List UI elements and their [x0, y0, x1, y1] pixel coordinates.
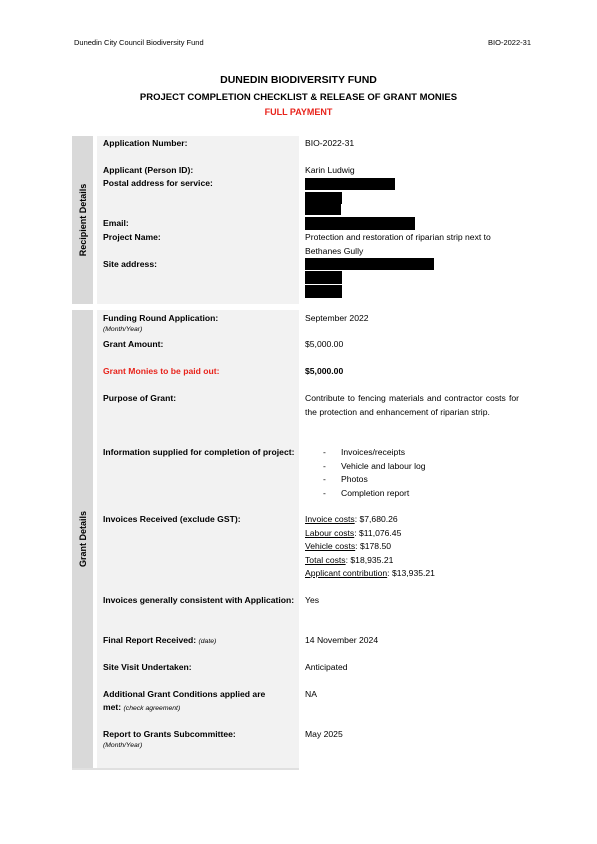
applicant-value: Karin Ludwig: [305, 165, 355, 175]
list-item: - Invoices/receipts: [323, 447, 406, 457]
document-subtitle: PROJECT COMPLETION CHECKLIST & RELEASE OF GRANT MONIES: [139, 92, 458, 103]
recipient-section-bar: [72, 136, 93, 304]
site-visit-label: Site Visit Undertaken:: [103, 662, 192, 672]
invoices-consistent-value: Yes: [305, 595, 320, 605]
table-bottom-edge: [72, 768, 299, 770]
final-report-label: Final Report Received: (date): [103, 635, 217, 645]
redaction-block: [305, 192, 342, 204]
invoices-consistent-label: Invoices generally consistent with Application:: [103, 595, 295, 605]
redaction-block: [305, 285, 342, 298]
applicant-label: Applicant (Person ID):: [103, 165, 194, 175]
list-item: - Completion report: [323, 487, 410, 498]
grant-monies-label: Grant Monies to be paid out:: [103, 366, 220, 376]
funding-round-label: Funding Round Application: (Month/Year): [103, 313, 219, 333]
grant-conditions-value: NA: [305, 689, 317, 699]
project-name-value: Protection and restoration of riparian strip next to Bethanes Gully: [305, 232, 491, 256]
cost-line: Labour costs: $11,076.45: [305, 527, 402, 538]
report-subcommittee-value: May 2025: [305, 729, 343, 739]
application-number-value: BIO-2022-31: [305, 138, 355, 148]
information-supplied-list: [305, 446, 519, 500]
grant-amount-value: $5,000.00: [305, 339, 344, 349]
funding-round-value: September 2022: [305, 313, 369, 323]
header-left: Dunedin City Council Biodiversity Fund: [74, 38, 204, 47]
grant-monies-value: $5,000.00: [305, 366, 344, 376]
redaction-block: [305, 204, 341, 215]
report-subcommittee-label: Report to Grants Subcommittee: (Month/Year): [103, 729, 236, 749]
email-label: Email:: [103, 218, 129, 228]
postal-address-label: Postal address for service:: [103, 178, 213, 188]
recipient-section-label: Recipient Details: [77, 183, 88, 257]
site-address-label: Site address:: [103, 259, 157, 269]
purpose-label: Purpose of Grant:: [103, 393, 177, 403]
invoices-label: Invoices Received (exclude GST):: [103, 514, 241, 524]
cost-line: Total costs: $18,935.21: [305, 554, 394, 565]
redaction-block: [305, 178, 395, 190]
redaction-block: [305, 217, 415, 230]
grant-amount-label: Grant Amount:: [103, 339, 164, 349]
purpose-value: Contribute to fencing materials and contractor costs for the protection and enhancement of riparian strip.: [305, 393, 519, 417]
list-item: - Photos: [323, 474, 368, 484]
list-item: - Vehicle and labour log: [323, 460, 426, 471]
redaction-block: [305, 271, 342, 284]
cost-line: Vehicle costs: $178.50: [305, 541, 392, 551]
cost-line: Applicant contribution: $13,935.21: [305, 568, 435, 578]
cost-breakdown: [305, 513, 519, 581]
header-right: BIO-2022-31: [488, 38, 531, 47]
application-number-label: Application Number:: [103, 138, 188, 148]
project-name-label: Project Name:: [103, 232, 161, 242]
grant-section-bar: [72, 310, 93, 768]
cost-line: Invoice costs: $7,680.26: [305, 514, 398, 524]
information-supplied-label: Information supplied for completion of project:: [103, 447, 295, 457]
document-title: DUNEDIN BIODIVERSITY FUND: [220, 74, 377, 86]
site-visit-value: Anticipated: [305, 662, 348, 672]
final-report-value: 14 November 2024: [305, 635, 379, 645]
payment-type: FULL PAYMENT: [264, 107, 333, 117]
redaction-block: [305, 258, 434, 270]
grant-section-label: Grant Details: [77, 510, 88, 568]
grant-conditions-label: Additional Grant Conditions applied are met: (check agreement): [103, 689, 266, 712]
